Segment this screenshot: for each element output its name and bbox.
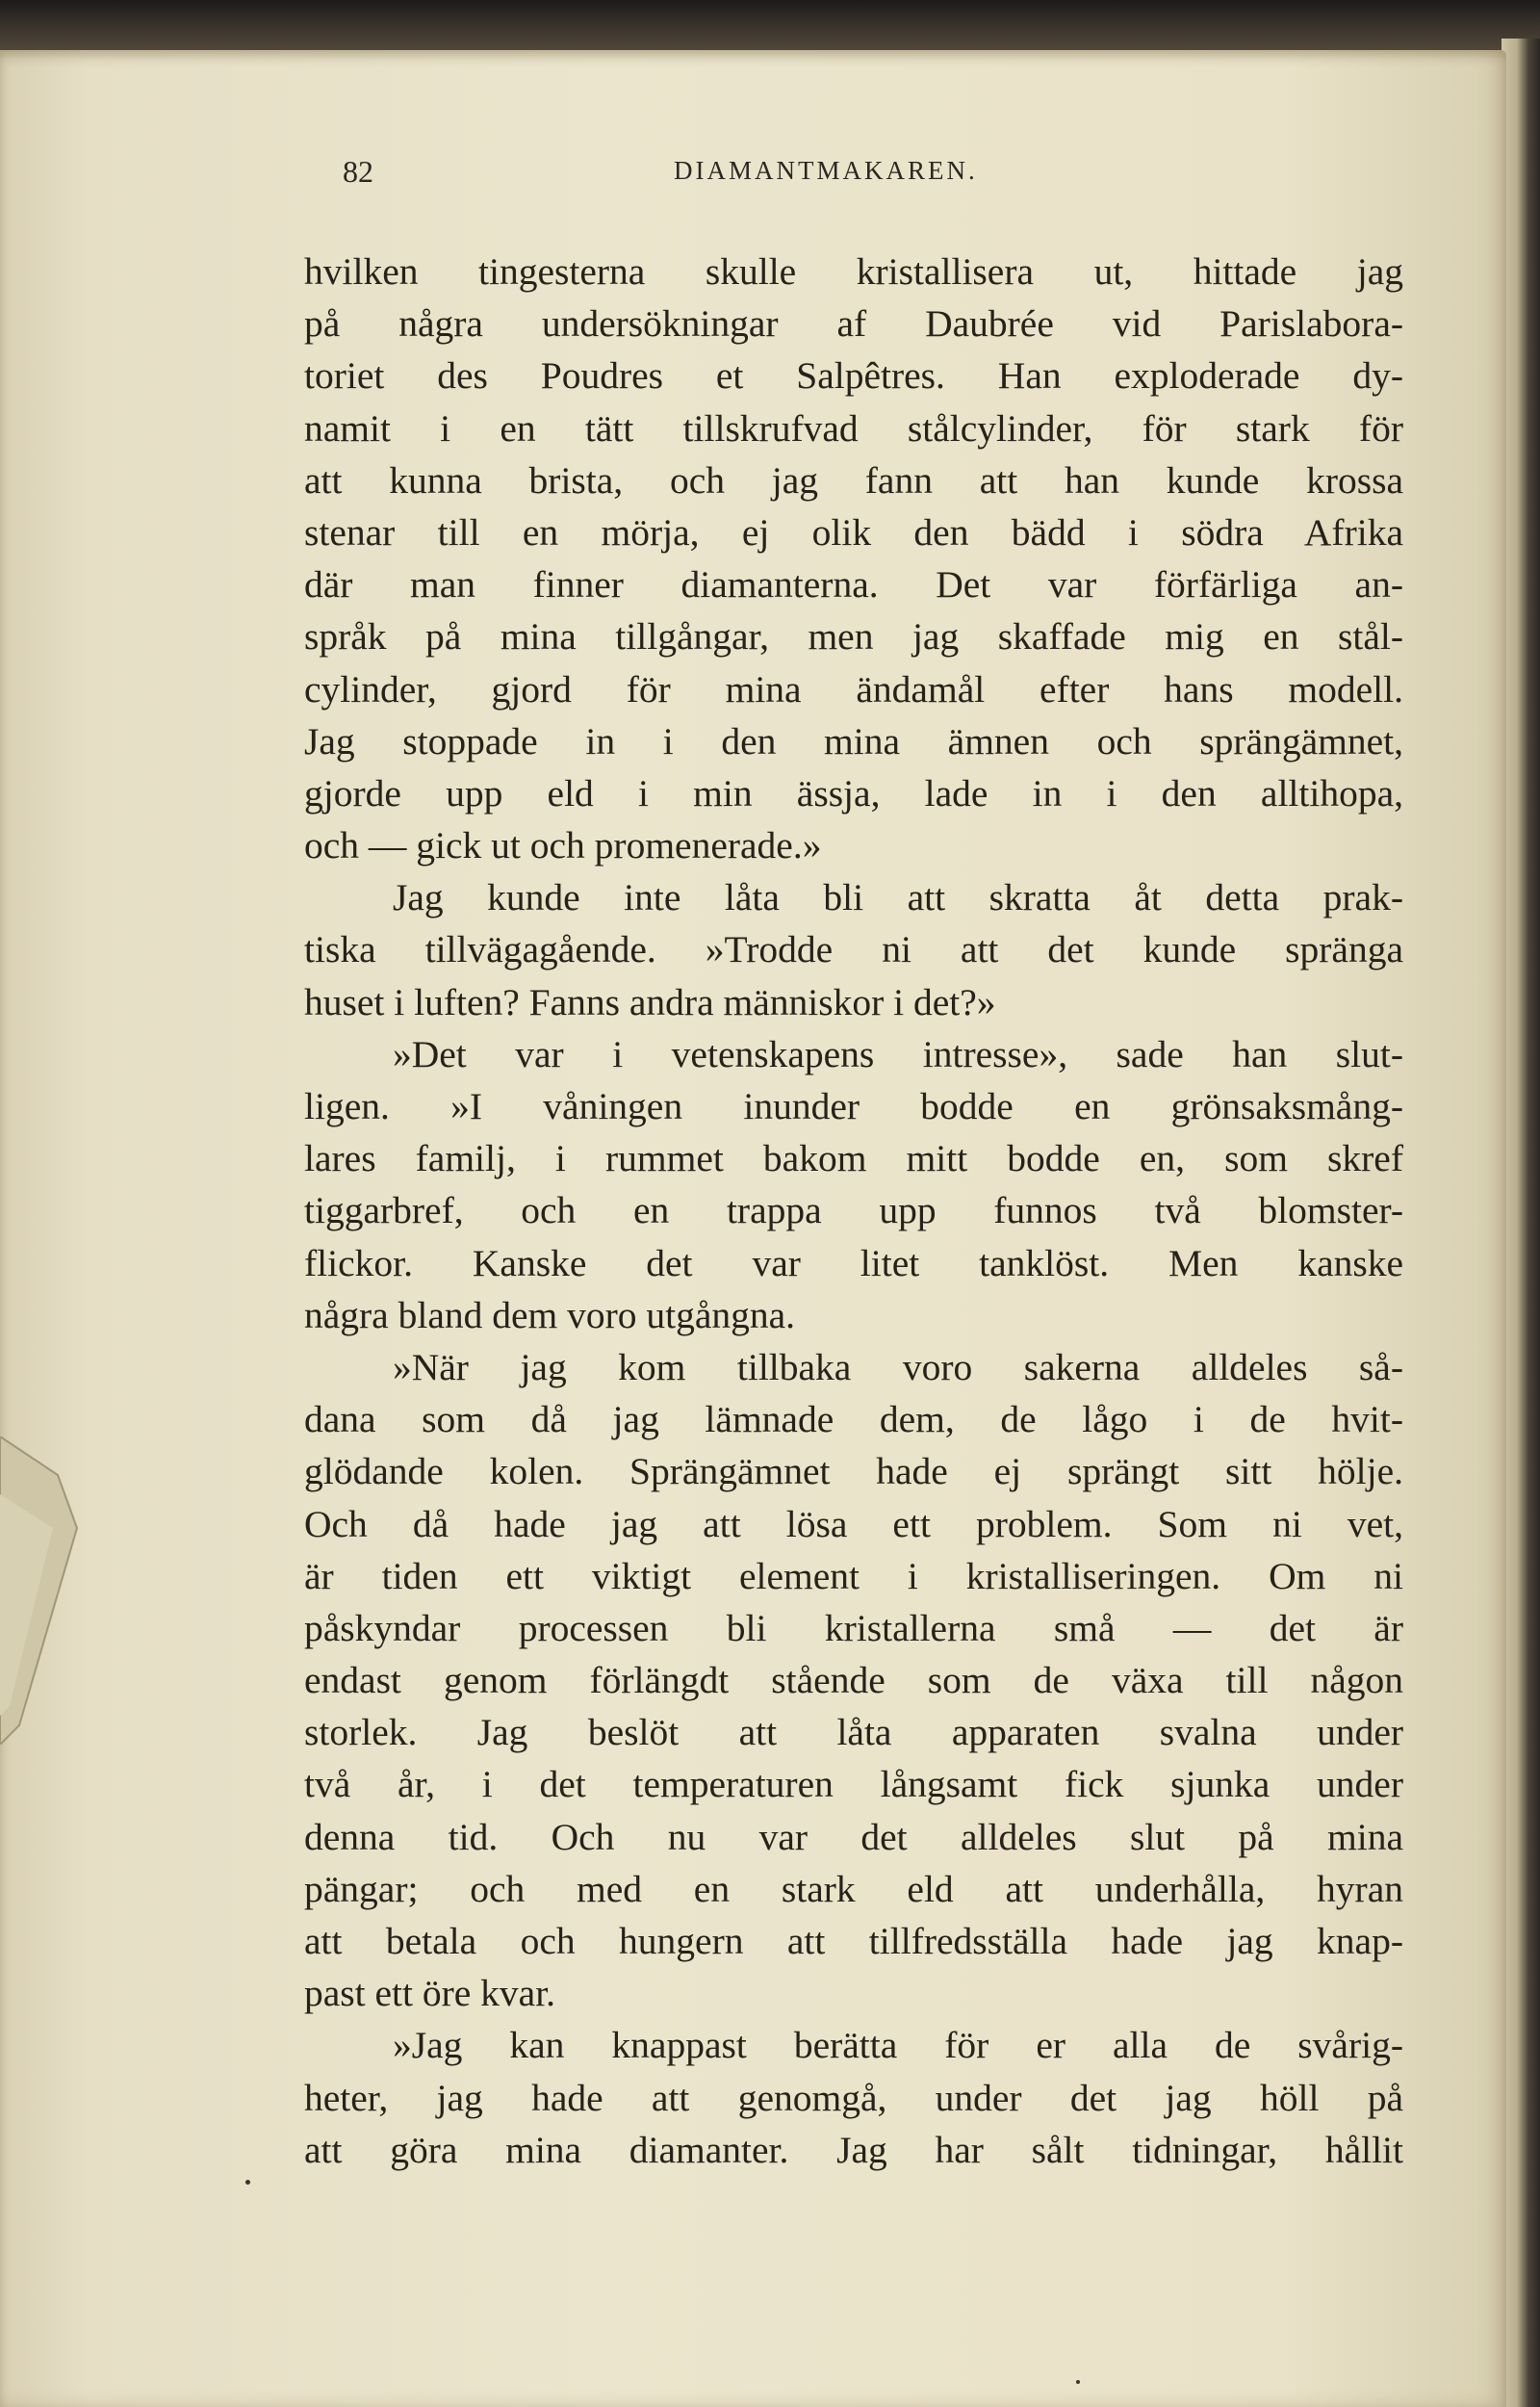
text-line: tiggarbref, och en trappa upp funnos två blomster- — [304, 1189, 1403, 1232]
page-number: 82 — [343, 154, 373, 189]
text-line: på några undersökningar af Daubrée vid Parislabora- — [304, 302, 1403, 346]
folded-corner-shadow — [0, 1436, 87, 1745]
page-stack-edge — [1502, 39, 1540, 2407]
text-line: »När jag kom tillbaka voro sakerna alldeles så- — [393, 1345, 1403, 1388]
text-line: pängar; och med en stark eld att underhålla, hyran — [304, 1867, 1403, 1910]
text-line: gjorde upp eld i min ässja, lade in i den alltihopa, — [304, 771, 1403, 815]
text-line: stenar till en mörja, ej olik den bädd i södra Afrika — [304, 510, 1403, 554]
text-line: flickor. Kanske det var litet tanklöst. Men kanske — [304, 1241, 1403, 1284]
text-line: storlek. Jag beslöt att låta apparaten svalna under — [304, 1711, 1403, 1754]
text-line: ligen. »I våningen inunder bodde en grönsaksmång- — [304, 1085, 1403, 1127]
text-line: namit i en tätt tillskrufvad stålcylinder, för stark för — [304, 406, 1403, 450]
text-line: att kunna brista, och jag fann att han kunde krossa — [304, 458, 1403, 502]
text-line: språk på mina tillgångar, men jag skaffade mig en stål- — [304, 615, 1403, 659]
text-line: tiska tillvägagående. »Trodde ni att det kunde spränga — [304, 928, 1403, 971]
page-header — [0, 154, 1506, 193]
text-line: påskyndar processen bli kristallerna små — det är — [304, 1606, 1403, 1649]
text-line: »Det var i vetenskapens intresse», sade han slut- — [393, 1032, 1403, 1075]
text-line: »Jag kan knappast berätta för er alla de svårig- — [393, 2024, 1403, 2067]
paper-speck — [245, 2180, 250, 2185]
text-line: cylinder, gjord för mina ändamål efter hans modell. — [304, 667, 1403, 711]
running-title: DIAMANTMAKAREN. — [674, 156, 978, 185]
text-line: huset i luften? Fanns andra människor i det?» — [304, 980, 996, 1023]
text-line: toriet des Poudres et Salpêtres. Han exploderade dy- — [304, 354, 1403, 398]
text-line: glödande kolen. Sprängämnet hade ej sprängt sitt hölje. — [304, 1450, 1403, 1493]
text-line: två år, i det temperaturen långsamt fick sjunka under — [304, 1763, 1403, 1806]
text-line: endast genom förlängdt stående som de växa till någon — [304, 1659, 1403, 1702]
text-line: Och då hade jag att lösa ett problem. Som ni vet, — [304, 1502, 1403, 1545]
paper-speck — [1076, 2380, 1080, 2384]
text-line: past ett öre kvar. — [304, 1972, 556, 2015]
text-line: lares familj, i rummet bakom mitt bodde en, som skref — [304, 1137, 1403, 1180]
text-line: att betala och hungern att tillfredsställa hade jag knap- — [304, 1920, 1403, 1962]
text-line: där man finner diamanterna. Det var förfärliga an- — [304, 563, 1403, 607]
text-line: denna tid. Och nu var det alldeles slut på mina — [304, 1815, 1403, 1858]
text-line: och — gick ut och promenerade.» — [304, 824, 822, 867]
text-line: Jag stoppade in i den mina ämnen och sprängämnet, — [304, 719, 1403, 763]
body-text — [304, 246, 1403, 2176]
text-line: några bland dem voro utgångna. — [304, 1293, 796, 1336]
text-line: hvilken tingesterna skulle kristallisera ut, hittade jag — [304, 250, 1403, 293]
text-line: dana som då jag lämnade dem, de lågo i de hvit- — [304, 1398, 1403, 1441]
text-line: att göra mina diamanter. Jag har sålt tidningar, hållit — [304, 2128, 1403, 2171]
text-line: är tiden ett viktigt element i kristalliseringen. Om ni — [304, 1554, 1403, 1597]
text-line: heter, jag hade att genomgå, under det jag höll på — [304, 2076, 1403, 2119]
text-line: Jag kunde inte låta bli att skratta åt detta prak- — [393, 876, 1403, 919]
